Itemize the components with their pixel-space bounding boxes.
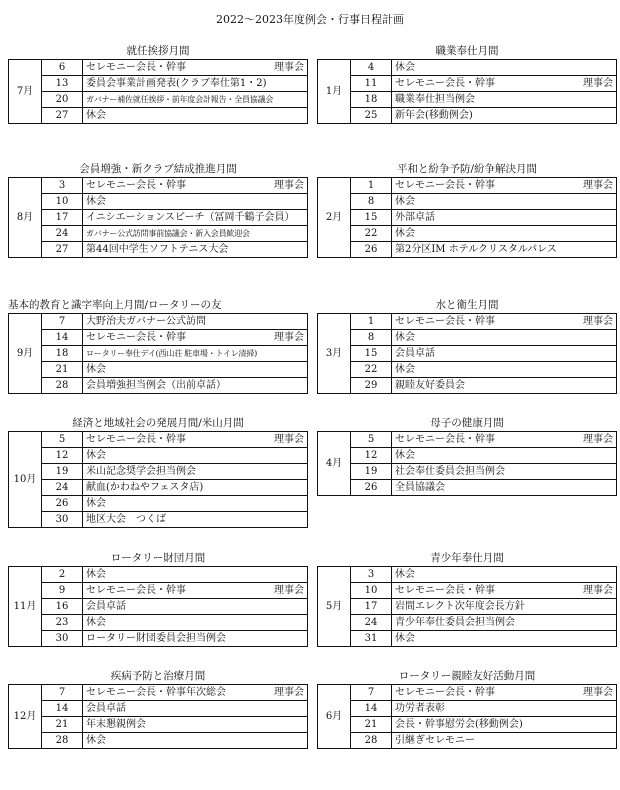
event-cell [83,178,308,194]
table-row [9,226,308,242]
day-cell: 10 [351,583,392,599]
event-text: セレモニー会長・幹事 [395,315,495,327]
event-text: 休会 [86,497,106,509]
note-label: 理事会 [583,433,613,445]
month-cell: 11月 [9,567,42,647]
section-title: ロータリー親睦友好活動月間 [398,670,536,682]
event-text: 第44回中学生ソフトテニス大会 [86,243,229,255]
table-row [318,480,617,496]
event-cell [83,685,308,701]
day-cell: 7 [42,314,83,330]
table-row [318,717,617,733]
day-cell: 22 [351,226,392,242]
table-row [318,733,617,749]
event-cell [83,583,308,599]
section-title: 職業奉仕月間 [435,45,499,57]
event-text: 社会奉仕委員会担当例会 [395,465,505,477]
note-label: 理事会 [274,179,304,191]
day-cell: 12 [42,448,83,464]
event-cell [392,733,617,749]
table-row [9,567,308,583]
event-cell [83,60,308,76]
month-cell: 3月 [318,314,351,394]
day-cell: 24 [42,480,83,496]
day-cell: 10 [42,194,83,210]
event-text: 休会 [395,568,415,580]
table-row [318,60,617,76]
event-text: セレモニー会長・幹事 [395,584,495,596]
event-cell [83,615,308,631]
month-cell: 4月 [318,432,351,496]
event-cell [83,496,308,512]
table-row [9,480,308,496]
event-cell [83,378,308,394]
event-cell [392,480,617,496]
day-cell: 28 [351,733,392,749]
event-cell [392,448,617,464]
table-row [9,432,308,448]
month-cell: 10月 [9,432,42,528]
event-cell [83,432,308,448]
section-title: 水と衛生月間 [435,299,499,311]
schedule-table [8,177,308,258]
event-text: セレモニー会長・幹事 [395,686,495,698]
table-row [9,733,308,749]
table-row [9,496,308,512]
note-label: 理事会 [583,584,613,596]
schedule-section [8,669,308,749]
table-row [318,108,617,124]
schedule-table [317,313,617,394]
table-row [318,346,617,362]
day-cell: 1 [351,178,392,194]
event-text: 休会 [395,195,415,207]
event-cell [83,108,308,124]
schedule-section [8,162,308,258]
table-row [9,314,308,330]
schedule-table [317,684,617,749]
schedule-section [317,551,617,647]
day-cell: 3 [42,178,83,194]
note-label: 理事会 [583,315,613,327]
schedule-table [8,313,308,394]
event-cell [392,615,617,631]
day-cell: 13 [42,76,83,92]
event-text: ロータリー財団委員会担当例会 [86,632,226,644]
day-cell: 1 [351,314,392,330]
event-cell [392,242,617,258]
event-cell [83,464,308,480]
table-row [9,92,308,108]
day-cell: 26 [351,242,392,258]
event-cell [83,512,308,528]
day-cell: 8 [351,194,392,210]
table-row [9,685,308,701]
table-row [9,448,308,464]
table-row [9,194,308,210]
event-text: 会員卓話 [86,702,126,714]
event-cell [392,60,617,76]
event-cell [392,685,617,701]
day-cell: 27 [42,242,83,258]
event-text: 献血(かわねやフェスタ店) [86,481,204,493]
event-text: 親睦友好委員会 [395,379,465,391]
section-title: 経済と地域社会の発展月間/米山月間 [72,417,244,429]
event-text: 岩間エレクト次年度会長方針 [395,600,525,612]
event-text: 地区大会 つくば [86,513,166,525]
event-cell [392,717,617,733]
event-cell [392,330,617,346]
event-cell [83,194,308,210]
event-cell [392,346,617,362]
event-cell [83,92,308,108]
schedule-table [317,431,617,496]
event-text: 会員増強担当例会（出前卓話） [86,379,226,391]
event-text: 休会 [86,109,106,121]
table-row [318,448,617,464]
event-text: 米山記念奨学会担当例会 [86,465,196,477]
event-cell [392,314,617,330]
day-cell: 14 [351,701,392,717]
event-cell [392,362,617,378]
table-row [9,631,308,647]
schedule-table [8,431,308,528]
schedule-section [317,162,617,258]
event-cell [392,76,617,92]
event-cell [392,178,617,194]
day-cell: 21 [42,362,83,378]
event-text: セレモニー会長・幹事 [395,433,495,445]
day-cell: 18 [42,346,83,362]
schedule-section [317,44,617,124]
day-cell: 29 [351,378,392,394]
event-cell [392,108,617,124]
event-text: 休会 [86,568,106,580]
day-cell: 9 [42,583,83,599]
table-row [318,92,617,108]
event-text: 休会 [395,632,415,644]
note-label: 理事会 [274,433,304,445]
table-row [9,108,308,124]
event-text: イニシエーションスピーチ（冨岡千鶴子会員） [86,211,295,223]
event-text: 休会 [86,195,106,207]
section-title: 会員増強・新クラブ結成推進月間 [79,163,237,175]
event-text: 休会 [395,227,415,239]
event-text: 休会 [86,734,106,746]
event-text: 年末懇親例会 [86,718,146,730]
event-text: 外部卓話 [395,211,435,223]
day-cell: 27 [42,108,83,124]
table-row [9,464,308,480]
event-cell [83,480,308,496]
event-cell [392,432,617,448]
day-cell: 5 [42,432,83,448]
table-row [9,512,308,528]
schedule-table [8,566,308,647]
day-cell: 5 [351,432,392,448]
note-label: 理事会 [583,686,613,698]
day-cell: 7 [42,685,83,701]
table-row [318,362,617,378]
event-text: ガバナー補佐就任挨拶・前年度会計報告・全員協議会 [86,94,274,104]
day-cell: 28 [42,733,83,749]
table-row [318,685,617,701]
schedule-table [317,59,617,124]
event-cell [392,92,617,108]
table-row [318,178,617,194]
month-cell: 5月 [318,567,351,647]
event-text: 休会 [86,449,106,461]
day-cell: 3 [351,567,392,583]
day-cell: 24 [42,226,83,242]
day-cell: 15 [351,210,392,226]
schedule-section [8,551,308,647]
day-cell: 16 [42,599,83,615]
day-cell: 31 [351,631,392,647]
month-cell: 9月 [9,314,42,394]
month-cell: 2月 [318,178,351,258]
day-cell: 26 [351,480,392,496]
table-row [318,242,617,258]
day-cell: 8 [351,330,392,346]
event-cell [83,76,308,92]
table-row [318,432,617,448]
event-text: セレモニー会長・幹事 [395,77,495,89]
day-cell: 12 [351,448,392,464]
note-label: 理事会 [274,686,304,698]
event-text: 休会 [395,449,415,461]
table-row [318,314,617,330]
event-cell [392,226,617,242]
day-cell: 14 [42,330,83,346]
table-row [9,701,308,717]
event-cell [392,599,617,615]
event-cell [392,583,617,599]
event-text: ロータリー奉仕デイ(西山荘 駐車場・トイレ清掃) [86,348,258,358]
table-row [9,330,308,346]
schedule-section [317,416,617,496]
day-cell: 2 [42,567,83,583]
event-cell [83,717,308,733]
event-text: セレモニー会長・幹事 [86,179,186,191]
event-cell [83,701,308,717]
event-text: セレモニー会長・幹事 [86,433,186,445]
day-cell: 18 [351,92,392,108]
day-cell: 19 [351,464,392,480]
event-text: セレモニー会長・幹事 [86,331,186,343]
section-title: 基本的教育と識字率向上月間/ロータリーの友 [8,299,222,311]
table-row [318,701,617,717]
event-text: 第2分区IM ホテルクリスタルパレス [395,243,557,255]
event-text: セレモニー会長・幹事 [86,584,186,596]
event-text: セレモニー会長・幹事年次総会 [86,686,226,698]
note-label: 理事会 [583,179,613,191]
event-text: ガバナー公式訪問事前協議会・新入会員歓迎会 [86,228,250,238]
event-cell [392,194,617,210]
day-cell: 23 [42,615,83,631]
event-text: 休会 [86,363,106,375]
event-cell [392,631,617,647]
day-cell: 21 [42,717,83,733]
table-row [9,76,308,92]
day-cell: 25 [351,108,392,124]
section-title: 母子の健康月間 [430,417,504,429]
month-cell: 12月 [9,685,42,749]
event-cell [392,378,617,394]
event-text: 青少年奉仕委員会担当例会 [395,616,515,628]
table-row [9,717,308,733]
event-text: 会長・幹事慰労会(移動例会) [395,718,523,730]
event-cell [83,448,308,464]
day-cell: 15 [351,346,392,362]
section-title: 疾病予防と治療月間 [110,670,206,682]
day-cell: 24 [351,615,392,631]
month-cell: 1月 [318,60,351,124]
schedule-table [8,684,308,749]
event-text: 休会 [395,61,415,73]
event-cell [392,701,617,717]
month-cell: 8月 [9,178,42,258]
event-cell [83,242,308,258]
event-text: 全員協議会 [395,481,445,493]
schedule-section [317,669,617,749]
schedule-section [8,44,308,124]
day-cell: 28 [42,378,83,394]
schedule-table [317,566,617,647]
day-cell: 14 [42,701,83,717]
table-row [9,362,308,378]
month-cell: 7月 [9,60,42,124]
event-text: 会員卓話 [86,600,126,612]
table-row [318,583,617,599]
day-cell: 30 [42,631,83,647]
event-cell [392,464,617,480]
event-text: 委員会事業計画発表(クラブ奉仕第1・2) [86,77,267,89]
event-cell [83,599,308,615]
event-cell [83,631,308,647]
table-row [318,330,617,346]
table-row [318,631,617,647]
table-row [9,346,308,362]
day-cell: 17 [42,210,83,226]
day-cell: 11 [351,76,392,92]
table-row [9,60,308,76]
event-text: 功労者表彰 [395,702,445,714]
table-row [318,226,617,242]
section-title: 就任挨拶月間 [126,45,190,57]
table-row [9,583,308,599]
event-cell [392,210,617,226]
table-row [9,599,308,615]
event-cell [83,362,308,378]
event-cell [83,226,308,242]
section-title: ロータリー財団月間 [110,552,206,564]
table-row [318,615,617,631]
table-row [9,615,308,631]
schedule-table [8,59,308,124]
event-text: 引継ぎセレモニー [395,734,475,746]
day-cell: 30 [42,512,83,528]
schedule-section [317,298,617,394]
note-label: 理事会 [274,331,304,343]
event-cell [83,346,308,362]
event-cell [83,330,308,346]
note-label: 理事会 [274,61,304,73]
event-text: 新年会(移動例会) [395,109,473,121]
day-cell: 21 [351,717,392,733]
table-row [318,464,617,480]
event-text: 大野治夫ガバナー公式訪問 [86,315,206,327]
schedule-section [8,416,308,528]
event-cell [83,314,308,330]
table-row [318,567,617,583]
table-row [9,242,308,258]
event-text: 休会 [395,331,415,343]
table-row [318,194,617,210]
table-row [318,599,617,615]
day-cell: 4 [351,60,392,76]
section-title: 平和と紛争予防/紛争解決月間 [396,163,538,175]
event-text: 休会 [86,616,106,628]
table-row [9,178,308,194]
note-label: 理事会 [583,77,613,89]
table-row [318,378,617,394]
schedule-section [8,298,308,394]
event-text: 職業奉仕担当例会 [395,93,475,105]
table-row [318,210,617,226]
note-label: 理事会 [274,584,304,596]
day-cell: 19 [42,464,83,480]
event-text: セレモニー会長・幹事 [86,61,186,73]
day-cell: 22 [351,362,392,378]
month-cell: 6月 [318,685,351,749]
event-cell [392,567,617,583]
event-text: 会員卓話 [395,347,435,359]
document-title: 2022～2023年度例会・行事日程計画 [216,13,404,26]
event-text: セレモニー会長・幹事 [395,179,495,191]
day-cell: 26 [42,496,83,512]
schedule-table [317,177,617,258]
day-cell: 6 [42,60,83,76]
event-text: 休会 [395,363,415,375]
event-cell [83,210,308,226]
day-cell: 17 [351,599,392,615]
day-cell: 7 [351,685,392,701]
table-row [9,210,308,226]
table-row [318,76,617,92]
day-cell: 20 [42,92,83,108]
event-cell [83,567,308,583]
section-title: 青少年奉仕月間 [430,552,504,564]
table-row [9,378,308,394]
event-cell [83,733,308,749]
